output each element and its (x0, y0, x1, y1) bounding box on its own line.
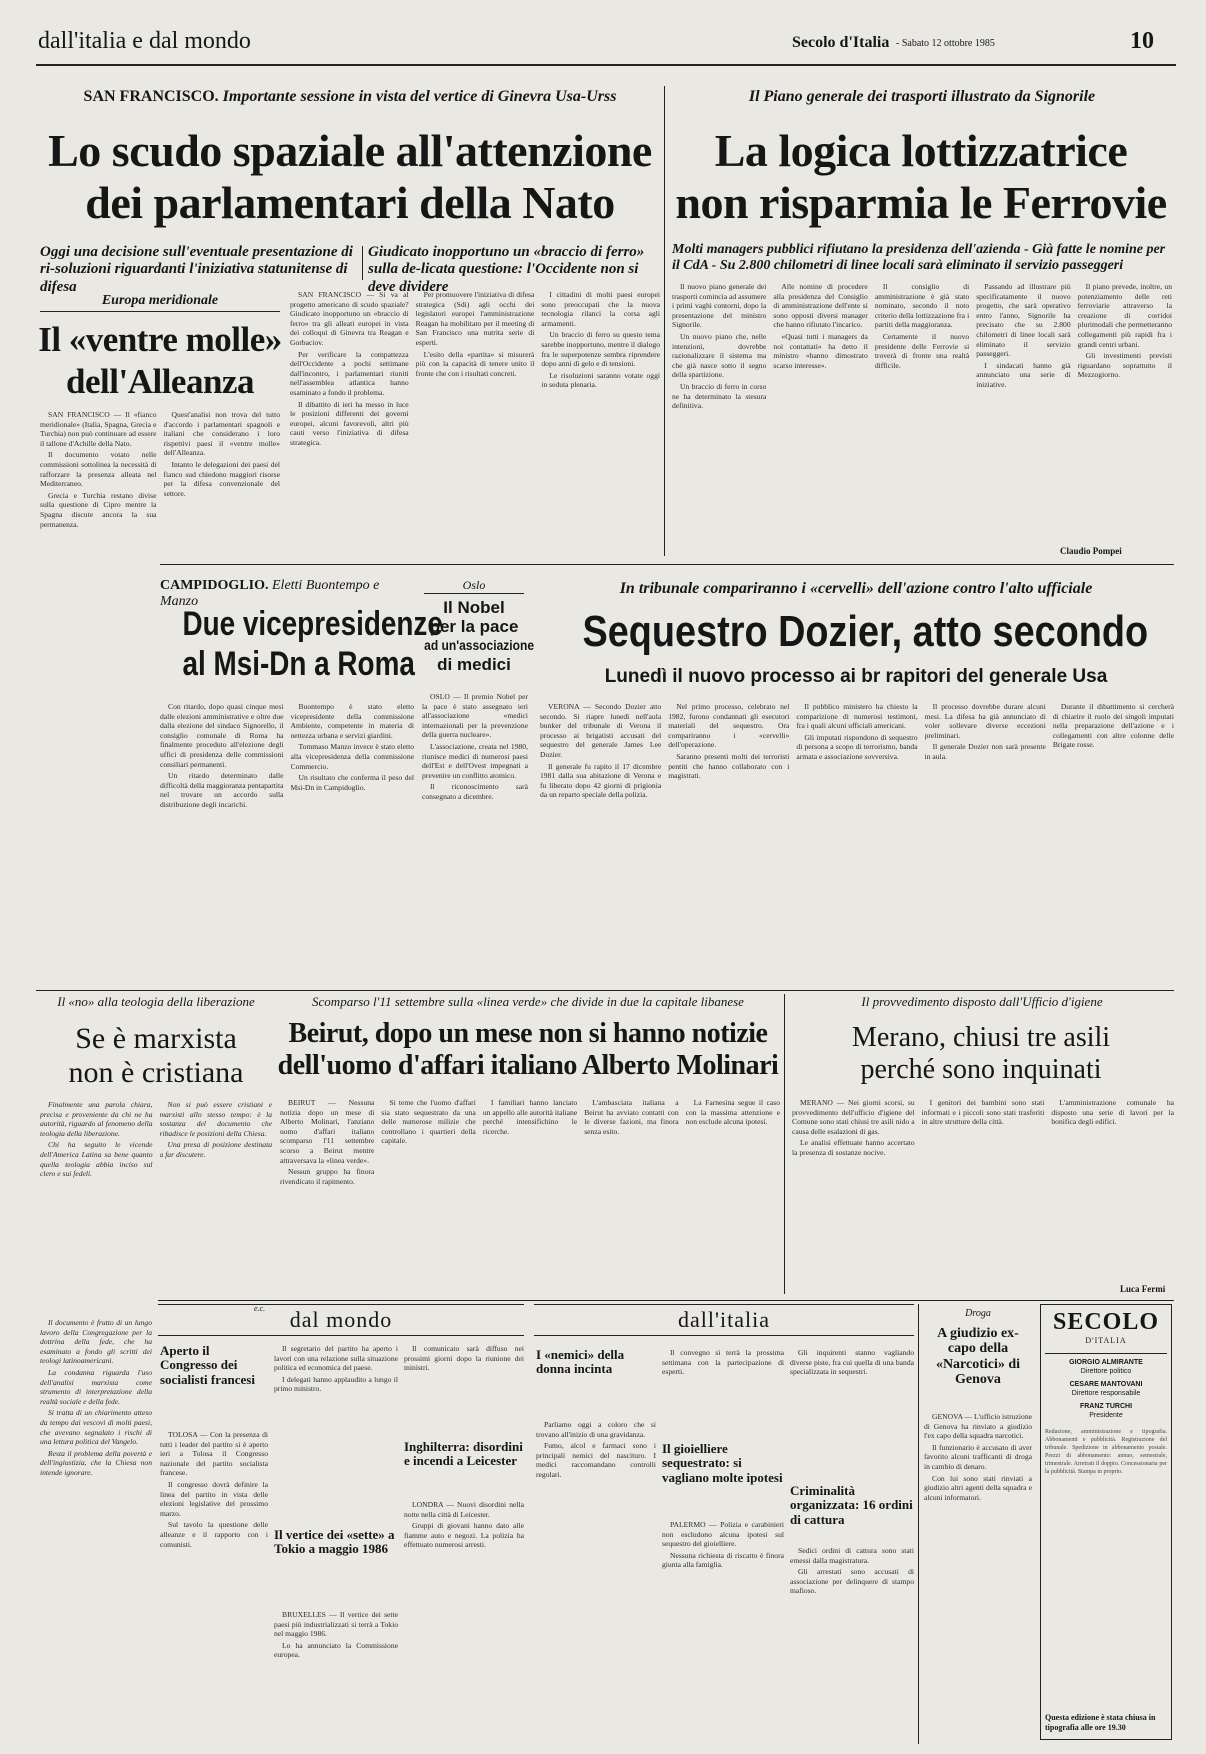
a3-col-1: Il nuovo piano generale dei trasporti comincia ad assumere i primi vaghi contorni, dopo la presentazione del ministro Signorile. Un nuovo piano che, nelle intenzioni, dovrebbe razionalizzare il sistema ma che già nasce sotto il segno della spartizione. Un braccio di ferro in corso ne ha determinato la stesura definitiva. (672, 282, 767, 411)
dal-mondo-b1-body (160, 1430, 268, 1740)
a3-lead: Il nuovo piano generale dei trasporti comincia ad assumere i primi vaghi contorni, dopo la presentazione del ministro Signorile. (672, 282, 767, 330)
a6-body (540, 702, 1174, 974)
lower-rule (36, 990, 1174, 991)
column-rule-right (784, 994, 785, 1294)
a5-title-line1: Il Nobel (443, 598, 505, 617)
dal-mondo-b1-col: TOLOSA — Con la presenza di tutti i leader del partito si è aperto ieri a Tolosa il Congresso nazionale del partito socialista francese. Il congresso dovrà definire la linea del partito in vista delle elezioni legislative del prossimo marzo. Sul tavolo la questione delle alleanze e il rapporto con i comunisti. (160, 1430, 268, 1549)
genova-title: A giudizio ex-capo della «Narcotici» di Genova (935, 1326, 1021, 1388)
a4-kicker-place: CAMPIDOGLIO. (160, 578, 269, 593)
a9-col-1: MERANO — Nei giorni scorsi, su provvedimento dell'ufficio d'igiene del Comune sono stati chiusi tre asili nido a causa delle esalazioni di gas. Le analisi effettuate hanno accertato la presenza di sostanze nocive. (792, 1098, 915, 1157)
dall-italia-right-top-col: Gli inquirenti stanno vagliando diverse piste, fra cui quella di una banda specializzata in sequestri. (790, 1348, 914, 1377)
a2-lead: SAN FRANCISCO — Il «fianco meridionale» (Italia, Spagna, Grecia e Turchia) non può continuare ad essere il tallone d'Achille della Nato. (40, 410, 157, 448)
page-number: 10 (1130, 28, 1154, 54)
a7-body (40, 1100, 272, 1300)
a4-lead: Con ritardo, dopo quasi cinque mesi dalle elezioni amministrative e oltre due dalla elezione del sindaco Signorello, il consiglio comunale di Roma ha finalmente proceduto all'elezione degli uffici di presidenza delle commissioni consiliari permanenti. (160, 702, 284, 769)
dal-mondo-b3-body (404, 1500, 524, 1740)
a7-title-line2: non è cristiana (68, 1056, 244, 1089)
a2-label: Europa meridionale (40, 293, 280, 312)
header-rule (36, 64, 1176, 66)
a4-col-1: Con ritardo, dopo quasi cinque mesi dalle elezioni amministrative e oltre due dalla elezione del sindaco Signorello, il consiglio comunale di Roma ha finalmente proceduto all'elezione degli uffici di presidenza delle commissioni consiliari permanenti. Un ritardo determinato dalle difficoltà della maggioranza pentapartita nel trovare un accordo sulla distribuzione degli incarichi. (160, 702, 284, 809)
a3-title-line1: La logica lottizzatrice (714, 125, 1128, 176)
a8-title-line1: Beirut, dopo un mese non si hanno notizie (288, 1018, 768, 1049)
dall-italia-b1-body (536, 1420, 656, 1740)
a4-title-block (160, 604, 443, 684)
a3-col-4: Passando ad illustrare più specificatamente il nuovo progetto, che sarà operativo entro l'anno, Signorile ha precisato che su 2.800 chilometri di linee locali sarà eliminato il servizio passeggeri. I sindacati hanno già annunciato una serie di iniziative. (976, 282, 1071, 389)
a8-body (280, 1098, 780, 1294)
dall-italia-b3-col: Sedici ordini di cattura sono stati emessi dalla magistratura. Gli arrestati sono accusati di associazione per delinquere di stampo mafioso. (790, 1546, 914, 1596)
a5-label: Oslo (424, 578, 524, 594)
masthead-sub: D'ITALIA (1085, 1336, 1127, 1345)
a6-col-1: VERONA — Secondo Dozier atto secondo. Si riapre lunedì nell'aula bunker del tribunale di Verona il processo ai brigatisti accusati del sequestro del generale James Lee Dozier. Il generale fu rapito il 17 dicembre 1981 dalla sua abitazione di Verona e fu liberato dopo 42 giorni di prigionia da un reparto speciale della polizia. (540, 702, 662, 800)
dal-mondo-mid-col: Il segretario del partito ha aperto i lavori con una relazione sulla situazione politica ed economica del paese. I delegati hanno applaudito a lungo il primo ministro. (274, 1344, 398, 1394)
masthead-co: FRANZ TURCHI (1079, 1403, 1133, 1410)
a8-title-line2: dell'uomo d'affari italiano Alberto Molinari (277, 1050, 779, 1081)
a8-kicker: Scomparso l'11 settembre sulla «linea verde» che divide in due la capitale libanese (312, 994, 744, 1009)
dall-italia-b3-body (790, 1546, 914, 1740)
masthead-box (1040, 1304, 1172, 1740)
masthead-footer: Questa edizione è stata chiusa in tipografia alle ore 19.30 (1045, 1713, 1156, 1732)
a6-lead: VERONA — Secondo Dozier atto secondo. Si riapre lunedì nell'aula bunker del tribunale di Verona il processo ai brigatisti accusati del sequestro del generale James Lee Dozier. (540, 702, 662, 759)
a5-title-line4: di medici (437, 655, 511, 674)
dal-mondo-label: dal mondo (158, 1304, 524, 1336)
a1-kicker (40, 88, 660, 106)
dall-italia-right-top (790, 1348, 914, 1478)
dal-mondo-b3-lead: LONDRA — Nuovi disordini nella notte nella città di Leicester. (404, 1500, 524, 1519)
genova-body (924, 1412, 1032, 1740)
masthead-staff (1045, 1353, 1167, 1420)
bottom-rule (158, 1300, 1174, 1301)
masthead-fineprint: Redazione, amministrazione e tipografia. Abbonamenti e pubblicità. Registrazione del tribunale. Spedizione in abbonamento postale. Prezzi di abbonamento: annuo, semestrale, trimestrale. Arretrati il doppio. Concessionaria per la pubblicità. Stampa in proprio. (1045, 1429, 1167, 1475)
a3-col-5: Il piano prevede, inoltre, un potenziamento delle reti ferroviarie attraverso la creazione di corridoi plurimodali che permetteranno collegamenti più rapidi fra i grandi centri urbani. Gli investimenti previsti riguardano soprattutto il Mezzogiorno. (1077, 282, 1172, 380)
a8-col-1: BEIRUT — Nessuna notizia dopo un mese di Alberto Molinari, l'anziano uomo d'affari italiano scomparso l'11 settembre scorso a Beirut mentre attraversava la «linea verde». Nessun gruppo ha finora rivendicato il rapimento. (280, 1098, 375, 1186)
a1-title-line1: Lo scudo spaziale all'attenzione (48, 125, 652, 176)
genova-rule (918, 1304, 919, 1744)
dal-mondo-b3-top (404, 1344, 524, 1434)
dal-mondo-b2-body (274, 1610, 398, 1740)
a1-kicker-place: SAN FRANCISCO. (83, 88, 219, 105)
a9-title-line2: perché sono inquinati (860, 1054, 1102, 1085)
a1-col-3: I cittadini di molti paesi europei sono preoccupati che la nuova tecnologia rilanci la corsa agli armamenti. Un braccio di ferro su questo tema sarebbe inopportuno, mentre il dialogo fra le superpotenze sembra riprendere dopo anni di gelo e di tensioni. Le risoluzioni saranno votate oggi in seduta plenaria. (541, 290, 660, 390)
a6-title-wrap (538, 606, 1174, 658)
a4-title-line1: Due vicepresidenze (182, 605, 443, 643)
a9-col-3: L'amministrazione comunale ha disposto una serie di lavori per la bonifica degli edifici. (1051, 1098, 1174, 1127)
masthead-director-role: Direttore politico (1080, 1368, 1132, 1375)
a1-deck-left: Oggi una decisione sull'eventuale presentazione di ri-soluzioni riguardanti l'iniziativa statunitense di difesa (40, 244, 353, 295)
dall-italia-mid-top-col: Il convegno si terrà la prossima settimana con la partecipazione di esperti. (662, 1348, 784, 1377)
dall-italia-b2-title: Il gioielliere sequestrato: si vagliano molte ipotesi (662, 1441, 783, 1485)
a9-author: Luca Fermi (1120, 1284, 1166, 1294)
dall-italia-b2-col: PALERMO — Polizia e carabinieri non escludono alcuna ipotesi sul sequestro del gioielliere. Nessuna richiesta di riscatto è finora giunta alla famiglia. (662, 1520, 784, 1570)
a1-lead: SAN FRANCISCO — Si va al progetto americano di scudo spaziale? Giudicato inopportuno un «braccio di ferro» tra gli alleati europei in vista dei colloqui di Ginevra tra Reagan e Gorbaciov. (290, 290, 409, 347)
masthead-editor: CESARE MANTOVANI (1069, 1381, 1143, 1388)
dall-italia-label: dall'italia (534, 1304, 914, 1336)
a9-title-line1: Merano, chiusi tre asili (851, 1022, 1111, 1053)
a1-kicker-text: Importante sessione in vista del vertice di Ginevra Usa-Urss (222, 88, 617, 105)
masthead-co-role: Presidente (1089, 1412, 1123, 1419)
a2-body (40, 410, 280, 558)
a8-col-2: Si teme che l'uomo d'affari sia stato sequestrato da una delle numerose milizie che controllano i quartieri della capitale. (381, 1098, 476, 1146)
dal-mondo-b3-title: Inghilterra: disordini e incendi a Leicester (404, 1439, 523, 1469)
a6-kicker: In tribunale compariranno i «cervelli» dell'azione contro l'alto ufficiale (619, 580, 1093, 597)
a3-deck: Molti managers pubblici rifiutano la presidenza dell'azienda - Già fatte le nomine per il CdA - Su 2.800 chilometri di linee locali sarà eliminato il servizio passeggeri (672, 242, 1166, 274)
masthead-editor-role: Direttore responsabile (1071, 1390, 1141, 1397)
a1-col-1: SAN FRANCISCO — Si va al progetto americano di scudo spaziale? Giudicato inopportuno un «braccio di ferro» tra gli alleati europei in vista dei colloqui di Ginevra tra Reagan e Gorbaciov. Per verificare la compattezza dell'Occidente a pochi settimane dall'incontro, i parlamentari riuniti nell'assemblea atlantica hanno esaminato a fondo il problema. Il dibattito di ieri ha messo in luce le posizioni differenti dei governi europei, alcuni favorevoli, altri più cauti verso l'iniziativa di difesa strategica. (290, 290, 409, 447)
masthead-name: SECOLO (1052, 1309, 1160, 1335)
a7-lead: Finalmente una parola chiara, precisa e proveniente da chi ne ha autorità, riguardo al fenomeno della teologia della liberazione. (40, 1100, 153, 1138)
dal-mondo-b1-lead: TOLOSA — Con la presenza di tutti i leader del partito si è aperto ieri a Tolosa il Congresso nazionale del partito socialista francese. (160, 1430, 268, 1478)
a8-lead: BEIRUT — Nessuna notizia dopo un mese di Alberto Molinari, l'anziano uomo d'affari italiano scomparso l'11 settembre scorso a Beirut mentre attraversava la «linea verde». (280, 1098, 375, 1165)
a9-kicker: Il provvedimento disposto dall'Ufficio d'igiene (861, 994, 1103, 1009)
masthead-director: GIORGIO ALMIRANTE (1069, 1359, 1143, 1366)
a7-col-2: Non si può essere cristiani e marxisti allo stesso tempo: è la sostanza del documento che ribadisce le posizioni della Chiesa. Una presa di posizione destinata a far discutere. (159, 1100, 272, 1159)
genova-lead: GENOVA — L'ufficio istruzione di Genova ha rinviato a giudizio l'ex capo della squadra narcotici. (924, 1412, 1032, 1441)
a3-col-3: Il consiglio di amministrazione è già stato nominato, secondo il noto criterio della lottizzazione fra i partiti della maggioranza. Certamente il nuovo presidente delle Ferrovie si troverà di fronte una realtà difficile. (874, 282, 970, 370)
column-rule (664, 86, 665, 556)
dall-italia-b3-lead: Sedici ordini di cattura sono stati emessi dalla magistratura. (790, 1546, 914, 1565)
dall-italia-b1-lead: Parliamo oggi a coloro che si trovano all'inizio di una gravidanza. (536, 1420, 656, 1439)
deck-rule (362, 246, 363, 280)
a7-col-3: Il documento è frutto di un lungo lavoro della Congregazione per la dottrina della fede, che ha esaminato a fondo gli scritti dei teologi latinoamericani. La condanna riguarda l'uso dell'analisi marxista come strumento di interpretazione della realtà sociale e della fede. Si tratta di un chiarimento atteso da tempo dai vescovi di molti paesi, che avevano segnalato i rischi di una lettura politica del Vangelo. Resta il problema della povertà e dell'ingiustizia, che la Chiesa non intende ignorare. (40, 1318, 152, 1477)
a3-col-2: Alle nomine di procedere alla presidenza del Consiglio di amministrazione dell'ente si sono opposti diversi manager che hanno rifiutato l'incarico. «Quasi tutti i managers da noi contattati» ha detto il ministro «hanno dimostrato scarso interesse». (773, 282, 868, 370)
a4-col-2: Buontempo è stato eletto vicepresidente della commissione Ambiente, competente in materia di nettezza urbana e servizi giardini. Tommaso Manzo invece è stato eletto alla vicepresidenza della commissione Commercio. Un risultato che conferma il peso del Msi-Dn in Campidoglio. (290, 702, 414, 792)
dal-mondo-mid (274, 1344, 398, 1522)
a3-body (672, 282, 1172, 544)
a6-subtitle: Lunedì il nuovo processo ai br rapitori del generale Usa (604, 666, 1108, 687)
a9-lead: MERANO — Nei giorni scorsi, su provvedimento dell'ufficio d'igiene del Comune sono stati chiusi tre asili nido a causa delle esalazioni di gas. (792, 1098, 915, 1136)
dal-mondo-b3-col: LONDRA — Nuovi disordini nella notte nella città di Leicester. Gruppi di giovani hanno dato alle fiamme auto e negozi. La polizia ha effettuato numerosi arresti. (404, 1500, 524, 1550)
a6-col-3: Il pubblico ministero ha chiesto la comparizione di numerosi testimoni, fra i quali alcuni ufficiali americani. Gli imputati rispondono di sequestro di persona a scopo di terrorismo, banda armata e associazione sovversiva. (796, 702, 918, 761)
a1-deck-right: Giudicato inopportuno un «braccio di ferro» sulla de-licata questione: l'Occidente non si deve dividere (368, 244, 645, 295)
a6-title: Sequestro Dozier, atto secondo (582, 607, 1149, 656)
a4-body (160, 702, 414, 974)
a8-col-4: L'ambasciata italiana a Beirut ha avviato contatti con le diverse fazioni, ma finora senza esito. (584, 1098, 679, 1136)
a1-body (290, 290, 660, 558)
dall-italia-mid-top (662, 1348, 784, 1438)
a7-title-line1: Se è marxista (75, 1022, 237, 1055)
a1-col-2: Per promuovere l'iniziativa di difesa strategica (Sdi) agli occhi dei legislatori europei l'amministrazione Reagan ha mobilitato per il meeting di San Francisco una nutrita serie di esperti. L'esito della «partita» si misurerà più con la capacità di tenere unito il fronte che con i risultati concreti. (415, 290, 535, 378)
issue-date: - Sabato 12 ottobre 1985 (896, 38, 995, 49)
a6-col-5: Durante il dibattimento si cercherà di chiarire il ruolo dei singoli imputati nella preparazione dell'azione e i collegamenti con altre colonne delle Brigate rosse. (1052, 702, 1174, 750)
a2-title-line2: dell'Alleanza (66, 362, 254, 401)
a5-title-line3: ad un'associazione (424, 637, 535, 653)
dall-italia-b3-title: Criminalità organizzata: 16 ordini di cattura (790, 1483, 913, 1527)
dal-mondo-b2-lead: BRUXELLES — Il vertice dei sette paesi più industrializzati si terrà a Tokio nel maggio 1986. (274, 1610, 398, 1639)
a6-col-2: Nel primo processo, celebrato nel 1982, furono condannati gli esecutori materiali del sequestro. Ora compariranno i «cervelli» dell'operazione. Saranno presenti molti dei terroristi pentiti che hanno collaborato con i magistrati. (668, 702, 790, 781)
a8-col-3: I familiari hanno lanciato un appello alle autorità italiane perché intensifichino le ricerche. (482, 1098, 578, 1136)
dall-italia-b1-title: I «nemici» della donna incinta (536, 1347, 625, 1377)
a1-title-line2: dei parlamentari della Nato (85, 177, 615, 228)
a2-col-2: Quest'analisi non trova del tutto d'accordo i parlamentari spagnoli e italiani che considerano i loro rispettivi paesi il «ventre molle» dell'Alleanza. Intanto le delegazioni dei paesi del fianco sud chiedono maggiori risorse per la difesa convenzionale del settore. (163, 410, 280, 498)
a2-col-1: SAN FRANCISCO — Il «fianco meridionale» (Italia, Spagna, Grecia e Turchia) non può continuare ad essere il tallone d'Achille della Nato. Il documento votato nelle commissioni sottolinea la necessità di rafforzare la presenza alleata nel Mediterraneo. Grecia e Turchia restano divise sulla questione di Cipro mentre la Spagna discute ancora la sua permanenza. (40, 410, 157, 529)
a3-title-line2: non risparmia le Ferrovie (675, 177, 1167, 228)
section-header: dall'italia e dal mondo (38, 28, 251, 54)
a3-kicker: Il Piano generale dei trasporti illustrato da Signorile (748, 88, 1096, 105)
a5-body (422, 692, 528, 974)
a7-signature: e.c. (254, 1304, 266, 1313)
a7-body-lower (40, 1318, 152, 1738)
dal-mondo-b3-top-col: Il comunicato sarà diffuso nei prossimi giorni dopo la riunione dei ministri. (404, 1344, 524, 1373)
dal-mondo-b1-title: Aperto il Congresso dei socialisti francesi (160, 1343, 255, 1387)
a7-kicker: Il «no» alla teologia della liberazione (57, 994, 255, 1009)
a5-title-block (416, 598, 535, 674)
a4-kicker-text: Eletti Buontempo e Manzo (160, 578, 380, 609)
a2-title-line1: Il «ventre molle» (38, 320, 282, 359)
dal-mondo-b2-title: Il vertice dei «sette» a Tokio a maggio 1986 (274, 1527, 395, 1557)
dal-mondo-b2-col: BRUXELLES — Il vertice dei sette paesi più industrializzati si terrà a Tokio nel maggio 1986. Lo ha annunciato la Commissione europea. (274, 1610, 398, 1660)
paper-name: Secolo d'Italia (792, 34, 890, 51)
a5-title-line2: per la pace (429, 617, 519, 636)
mid-rule (160, 564, 1174, 565)
a9-col-2: I genitori dei bambini sono stati informati e i piccoli sono stati trasferiti in altre strutture della città. (921, 1098, 1045, 1127)
a9-body (792, 1098, 1174, 1282)
dall-italia-b2-body (662, 1520, 784, 1740)
dall-italia-b1-col: Parliamo oggi a coloro che si trovano all'inizio di una gravidanza. Fumo, alcol e farmaci sono i principali nemici del nascituro. I medici raccomandano controlli regolari. (536, 1420, 656, 1479)
a5-lead: OSLO — Il premio Nobel per la pace è stato assegnato ieri all'associazione «medici internazionali per la prevenzione della guerra nucleare». (422, 692, 528, 740)
a3-author: Claudio Pompei (1060, 546, 1122, 556)
a7-col-1: Finalmente una parola chiara, precisa e proveniente da chi ne ha autorità, riguardo al fenomeno della teologia della liberazione. Chi ha seguito le vicende dell'America Latina sa bene quanto quella teologia abbia inciso sul clero e sui fedeli. (40, 1100, 153, 1179)
a6-col-4: Il processo dovrebbe durare alcuni mesi. La difesa ha già annunciato di voler sollevare diverse eccezioni preliminari. Il generale Dozier non sarà presente in aula. (924, 702, 1046, 761)
a4-title-line2: al Msi-Dn a Roma (182, 645, 415, 683)
genova-col: GENOVA — L'ufficio istruzione di Genova ha rinviato a giudizio l'ex capo della squadra narcotici. Il funzionario è accusato di aver favorito alcuni trafficanti di droga in cambio di denaro. Con lui sono stati rinviati a giudizio altri agenti della squadra e alcuni informatori. (924, 1412, 1032, 1502)
a5-col-1: OSLO — Il premio Nobel per la pace è stato assegnato ieri all'associazione «medici internazionali per la prevenzione della guerra nucleare». L'associazione, creata nel 1980, riunisce medici di numerosi paesi dell'Est e dell'Ovest impegnati a prevenire un conflitto atomico. Il riconoscimento sarà consegnato a dicembre. (422, 692, 528, 801)
a8-col-5: La Farnesina segue il caso con la massima attenzione e non esclude alcuna ipotesi. (685, 1098, 780, 1127)
genova-label: Droga (965, 1308, 991, 1319)
dall-italia-b2-lead: PALERMO — Polizia e carabinieri non escludono alcuna ipotesi sul sequestro del gioielliere. (662, 1520, 784, 1549)
